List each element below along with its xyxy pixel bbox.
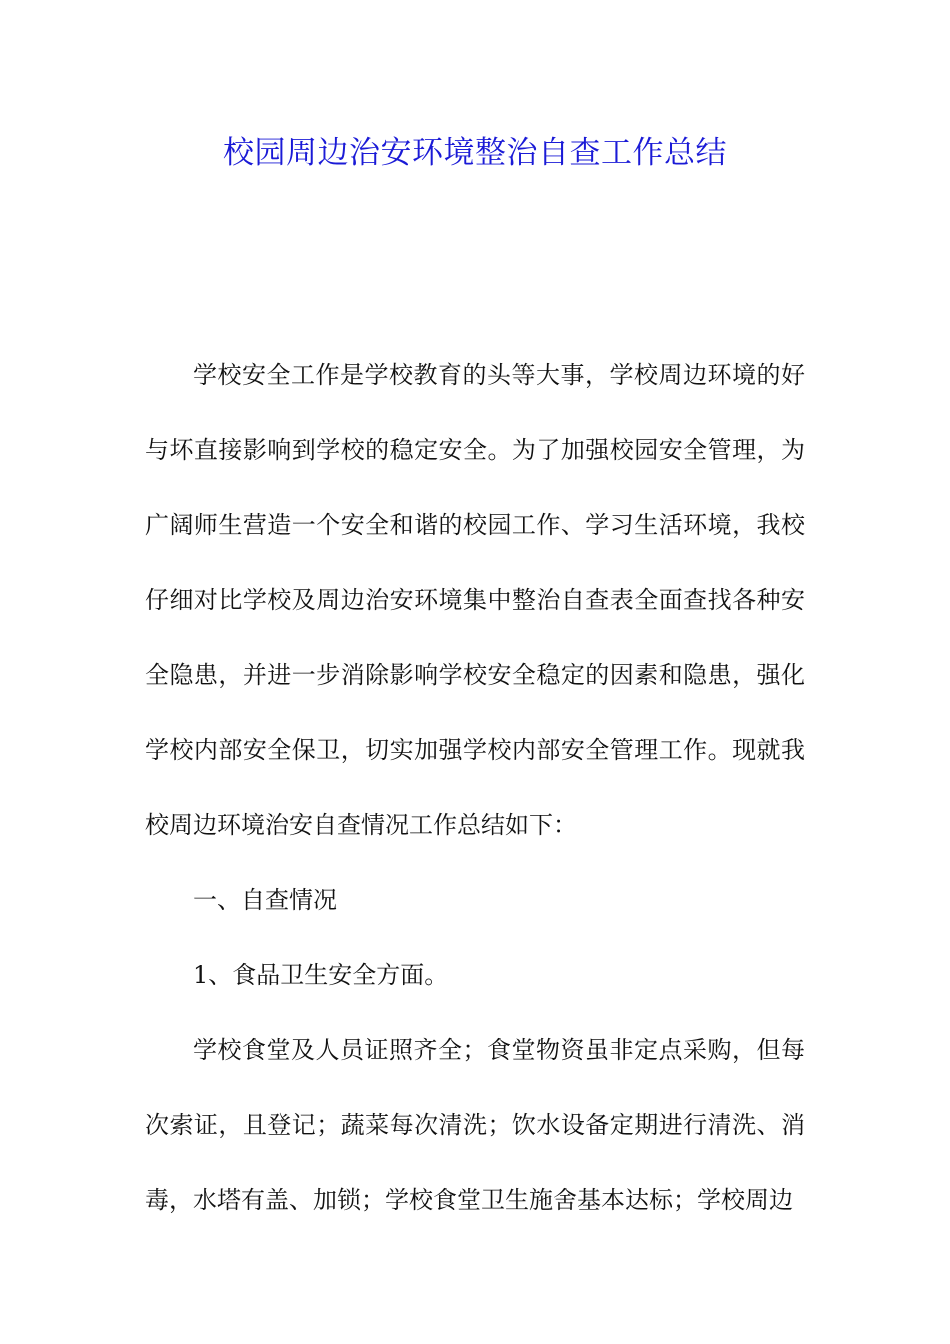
section-heading-self-inspection: 一、自查情况 <box>193 886 337 914</box>
food-safety-paragraph: 学校食堂及人员证照齐全；食堂物资虽非定点采购，但每次索证，且登记；蔬菜每次清洗；饮水设备定期进行清洗、消毒，水塔有盖、加锁；学校食堂卫生施舍基本达标；学校周边 <box>145 1036 805 1214</box>
document-title: 校园周边治安环境整治自查工作总结 <box>223 135 727 171</box>
intro-paragraph: 学校安全工作是学校教育的头等大事，学校周边环境的好与坏直接影响到学校的稳定安全。为了加强校园安全管理，为广阔师生营造一个安全和谐的校园工作、学习生活环境，我校仔细对比学校及周边治安环境集中整治自查表全面查找各种安全隐患，并进一步消除影响学校安全稳定的因素和隐患，强化学校内部安全保卫，切实加强学校内部安全管理工作。现就我校周边环境治安自查情况工作总结如下： <box>145 361 805 839</box>
subsection-heading-food-safety: 1、食品卫生安全方面。 <box>193 961 449 989</box>
document-body <box>145 338 805 1238</box>
